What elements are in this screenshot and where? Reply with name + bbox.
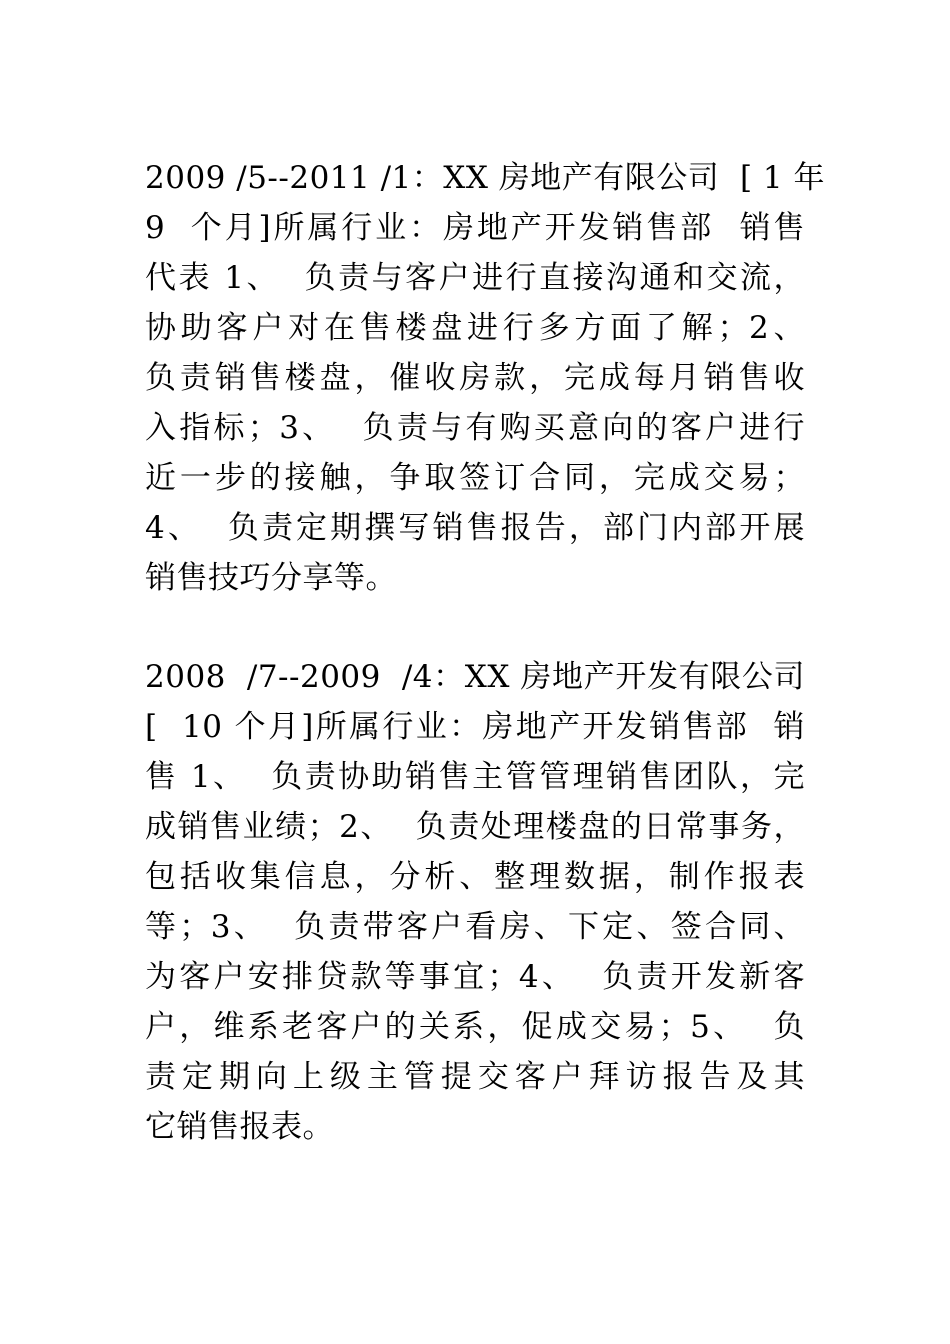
entry-1-line-3: 代表 1、 负责与客户进行直接沟通和交流， [145, 260, 805, 296]
entry-1-line-6: 入指标；3、 负责与有购买意向的客户进行 [145, 410, 805, 446]
entry-2-line-6: 等；3、 负责带客户看房、下定、签合同、 [145, 909, 805, 945]
entry-2-line-10: 它销售报表。 [145, 1109, 334, 1145]
entry-1-line-9: 销售技巧分享等。 [145, 560, 397, 596]
entry-1-line-4: 协助客户对在售楼盘进行多方面了解；2、 [145, 310, 805, 346]
entry-2-line-5: 包括收集信息，分析、整理数据，制作报表 [145, 859, 805, 895]
entry-2-line-7: 为客户安排贷款等事宜；4、 负责开发新客 [145, 959, 805, 995]
entry-1-line-5: 负责销售楼盘，催收房款，完成每月销售收 [145, 360, 805, 396]
entry-2-line-1: 2008 /7--2009 /4：XX 房地产开发有限公司 [145, 659, 805, 695]
entry-2-line-3: 售 1、 负责协助销售主管管理销售团队，完 [145, 759, 805, 795]
entry-1-line-8: 4、 负责定期撰写销售报告，部门内部开展 [145, 510, 805, 546]
entry-1-line-7: 近一步的接触，争取签订合同，完成交易； [145, 460, 805, 496]
entry-1-line-2: 9 个月]所属行业：房地产开发销售部 销售 [145, 210, 805, 246]
work-experience-entry-1 [145, 153, 826, 603]
work-experience-entry-2 [145, 652, 805, 1152]
entry-2-line-2: [ 10 个月]所属行业：房地产开发销售部 销 [145, 709, 805, 745]
entry-1-line-1: 2009 /5--2011 /1：XX 房地产有限公司 [ 1 年 [145, 160, 826, 196]
entry-2-line-4: 成销售业绩；2、 负责处理楼盘的日常事务， [145, 809, 805, 845]
entry-2-line-9: 责定期向上级主管提交客户拜访报告及其 [145, 1059, 805, 1095]
entry-2-line-8: 户，维系老客户的关系，促成交易；5、 负 [145, 1009, 805, 1045]
